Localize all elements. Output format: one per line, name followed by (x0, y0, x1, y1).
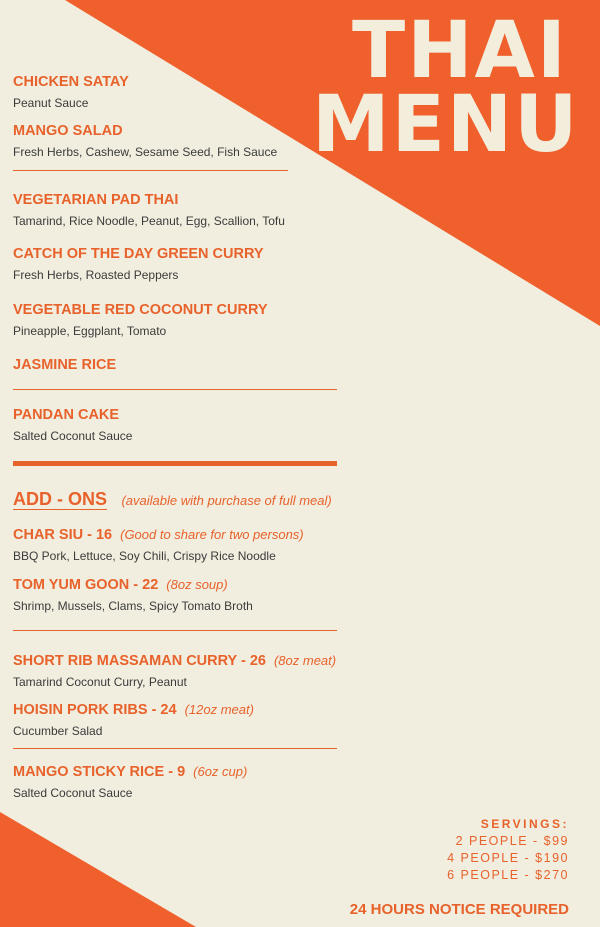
item-desc: BBQ Pork, Lettuce, Soy Chili, Crispy Rice Noodle (13, 548, 276, 563)
item-name: VEGETABLE RED COCONUT CURRY (13, 302, 268, 318)
item-desc: Fresh Herbs, Roasted Peppers (13, 267, 179, 282)
item-name: CHAR SIU - 16 (13, 527, 113, 543)
item-desc: Cucumber Salad (13, 723, 103, 738)
bottom-left-triangle (0, 812, 196, 927)
servings-line: 4 PEOPLE - $190 (447, 851, 569, 865)
item-name: MANGO STICKY RICE - 9 (13, 764, 186, 780)
addons-note: (available with purchase of full meal) (121, 493, 332, 508)
addon-item (13, 578, 253, 613)
divider (13, 389, 337, 390)
menu-item (13, 193, 285, 228)
divider (13, 170, 288, 171)
menu-item (13, 408, 132, 443)
menu-item (13, 247, 264, 282)
servings-heading: SERVINGS: (480, 817, 569, 831)
item-desc: Fresh Herbs, Cashew, Sesame Seed, Fish Sauce (13, 144, 278, 159)
item-note: (12oz meat) (184, 702, 254, 717)
item-name: CHICKEN SATAY (13, 74, 129, 90)
item-name: TOM YUM GOON - 22 (13, 577, 159, 593)
divider (13, 630, 337, 631)
item-desc: Tamarind, Rice Noodle, Peanut, Egg, Scallion, Tofu (13, 213, 285, 228)
item-name: SHORT RIB MASSAMAN CURRY - 26 (13, 653, 266, 669)
item-name: HOISIN PORK RIBS - 24 (13, 702, 177, 718)
item-note: (Good to share for two persons) (120, 527, 304, 542)
item-name: JASMINE RICE (13, 357, 117, 373)
addon-item (13, 528, 304, 563)
item-desc: Pineapple, Eggplant, Tomato (13, 323, 167, 338)
addon-item (13, 703, 254, 738)
addons-heading: ADD - ONS (13, 489, 107, 509)
divider (13, 748, 337, 749)
item-note: (6oz cup) (193, 764, 248, 779)
item-desc: Salted Coconut Sauce (13, 428, 133, 443)
item-name: MANGO SALAD (13, 123, 123, 139)
addons-header (13, 489, 332, 510)
item-desc: Salted Coconut Sauce (13, 785, 133, 800)
servings-line: 6 PEOPLE - $270 (447, 868, 569, 882)
item-desc: Peanut Sauce (13, 95, 89, 110)
item-desc: Shrimp, Mussels, Clams, Spicy Tomato Broth (13, 598, 253, 613)
notice-text: 24 HOURS NOTICE REQUIRED (349, 901, 569, 918)
item-note: (8oz meat) (273, 653, 337, 668)
addon-item (13, 765, 247, 800)
item-desc: Tamarind Coconut Curry, Peanut (13, 674, 187, 689)
menu-item (13, 303, 268, 338)
item-note: (8oz soup) (166, 577, 228, 592)
section-divider (13, 461, 337, 466)
menu-item (13, 124, 277, 159)
addon-item (13, 654, 336, 689)
title-line-1: THAI (352, 6, 568, 96)
servings-line: 2 PEOPLE - $99 (455, 834, 569, 848)
item-name: PANDAN CAKE (13, 407, 120, 423)
title-line-2: MENU (312, 80, 580, 170)
menu-item (13, 75, 129, 110)
menu-item (13, 358, 116, 374)
item-name: CATCH OF THE DAY GREEN CURRY (13, 246, 264, 262)
item-name: VEGETARIAN PAD THAI (13, 192, 179, 208)
